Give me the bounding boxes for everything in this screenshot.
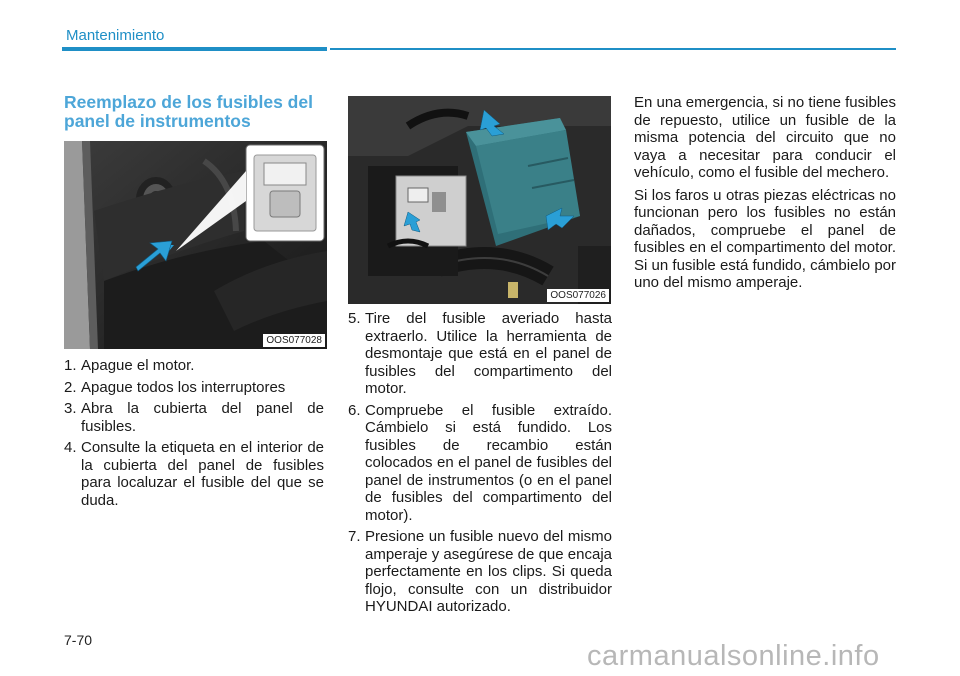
step-text: Presione un fusible nuevo del mismo amperaje y asegúrese de que encaja perfectamente en los clips. Si queda flojo, consulte con un distribuidor HYUNDAI autorizado. bbox=[365, 528, 612, 615]
engine-bay-illustration bbox=[348, 96, 611, 304]
step-text: Abra la cubierta del panel de fusibles. bbox=[81, 400, 324, 435]
step-number: 7. bbox=[348, 528, 361, 545]
header-rule-thin bbox=[330, 48, 896, 50]
list-item bbox=[64, 357, 324, 375]
steps-middle-column bbox=[348, 310, 612, 620]
right-column bbox=[634, 94, 896, 297]
section-title: Mantenimiento bbox=[66, 27, 165, 44]
header-rule-thick bbox=[62, 47, 327, 51]
watermark: carmanualsonline.info bbox=[587, 640, 880, 672]
figure-caption: OOS077028 bbox=[263, 334, 325, 347]
section-heading bbox=[64, 93, 329, 131]
step-number: 2. bbox=[64, 378, 77, 396]
list-item bbox=[348, 310, 612, 398]
dashboard-fuse-photo bbox=[64, 141, 327, 349]
step-text: Tire del fusible averiado hasta extraerlo. Utilice la herramienta de desmontaje que está en el panel de fusibles del compartimento del motor. bbox=[365, 310, 612, 397]
dashboard-illustration bbox=[64, 141, 327, 349]
section-heading-line1: Reemplazo de los fusibles del bbox=[64, 92, 313, 112]
list-item bbox=[348, 528, 612, 616]
list-item bbox=[64, 439, 324, 509]
paragraph: Si los faros u otras piezas eléctricas no funcionan pero los fusibles no están dañados, compruebe el panel de fusibles en el compartimento del motor. Si un fusible está fundido, cámbielo por uno del mismo amperaje. bbox=[634, 186, 896, 291]
step-number: 4. bbox=[64, 439, 77, 456]
engine-fuse-photo bbox=[348, 96, 611, 304]
figure-caption: OOS077026 bbox=[547, 289, 609, 302]
step-number: 1. bbox=[64, 357, 77, 374]
steps-left-column bbox=[64, 357, 324, 513]
section-heading-line2: panel de instrumentos bbox=[64, 111, 251, 131]
page-number: 7-70 bbox=[64, 632, 93, 648]
step-number: 6. bbox=[348, 401, 361, 419]
paragraph: En una emergencia, si no tiene fusibles de repuesto, utilice un fusible de la misma potencia del circuito que no vaya a necesitar para conducir el vehículo, como el fusible del mechero. bbox=[634, 94, 896, 181]
step-number: 5. bbox=[348, 310, 361, 327]
list-item bbox=[64, 400, 324, 435]
step-text: Consulte la etiqueta en el interior de la cubierta del panel de fusibles para localuzar el fusible del que se duda. bbox=[81, 439, 324, 509]
list-item bbox=[64, 379, 324, 397]
step-text: Apague el motor. bbox=[81, 357, 195, 374]
step-number: 3. bbox=[64, 400, 77, 417]
step-text: Compruebe el fusible extraído. Cámbielo si está fundido. Los fusibles de recambio están colocados en el panel de fusibles del panel de instrumentos (o en el panel de fusibles del compartimento del motor). bbox=[365, 401, 612, 524]
list-item bbox=[348, 402, 612, 525]
step-text: Apague todos los interruptores bbox=[81, 378, 286, 396]
